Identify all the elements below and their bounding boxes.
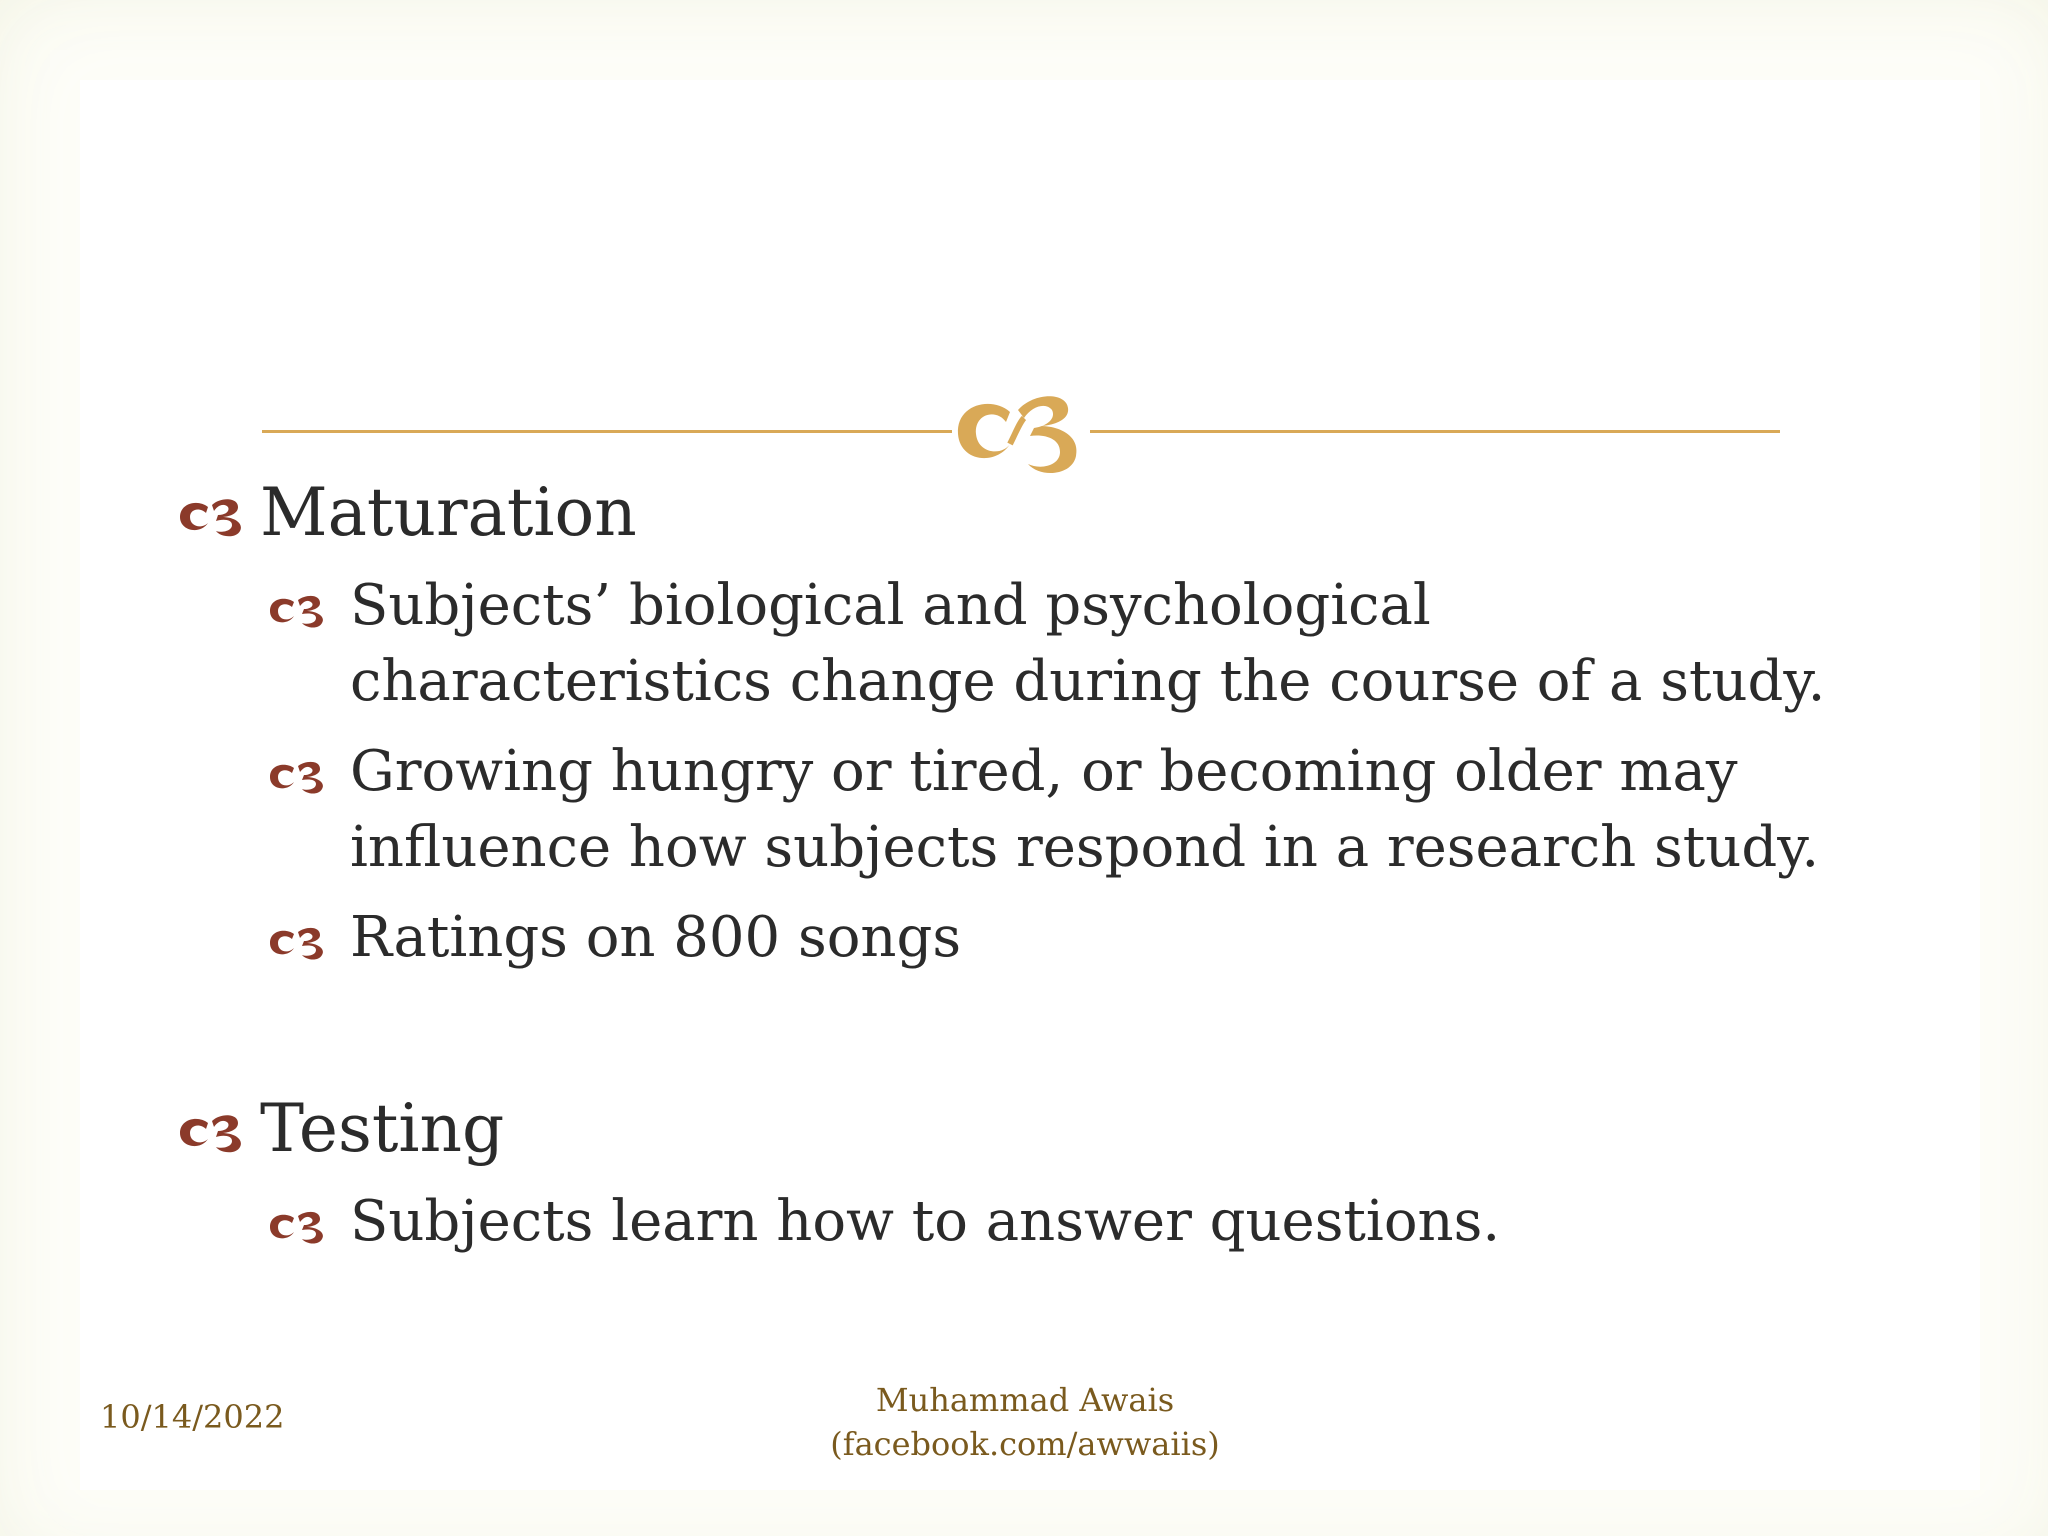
- subbullet-ratings: [268, 900, 1828, 976]
- bullet-maturation: [178, 476, 637, 550]
- subbullet-text: Subjects learn how to answer questions.: [350, 1189, 1501, 1254]
- bullet-heading-testing: Testing: [260, 1090, 505, 1167]
- bullet-heading-maturation: Maturation: [260, 474, 637, 551]
- subbullet-hungry-tired: [268, 734, 1828, 886]
- title-divider-left: [262, 430, 952, 433]
- maroon-flourish-bullet-icon: [178, 497, 260, 537]
- ornament-flourish-icon: [948, 382, 1098, 478]
- footer-date: 10/14/2022: [100, 1398, 285, 1436]
- maroon-flourish-subbullet-icon: [268, 760, 350, 794]
- title-divider-right: [1090, 430, 1780, 433]
- subbullet-text: Growing hungry or tired, or becoming older may influence how subjects respond in a research study.: [350, 739, 1820, 880]
- author-facebook: (facebook.com/awwaiis): [830, 1425, 1220, 1463]
- author-name: Muhammad Awais: [875, 1381, 1175, 1419]
- subbullet-text: Ratings on 800 songs: [350, 905, 962, 970]
- subbullet-learn-answer: [268, 1184, 1828, 1260]
- maroon-flourish-subbullet-icon: [268, 1210, 350, 1244]
- maroon-flourish-bullet-icon: [178, 1113, 260, 1153]
- bullet-testing: [178, 1092, 504, 1166]
- maroon-flourish-subbullet-icon: [268, 594, 350, 628]
- footer-author: [760, 1378, 1290, 1466]
- subbullet-text: Subjects’ biological and psychological characteristics change during the course of a study.: [350, 573, 1826, 714]
- subbullet-characteristics: [268, 568, 1828, 720]
- maroon-flourish-subbullet-icon: [268, 926, 350, 960]
